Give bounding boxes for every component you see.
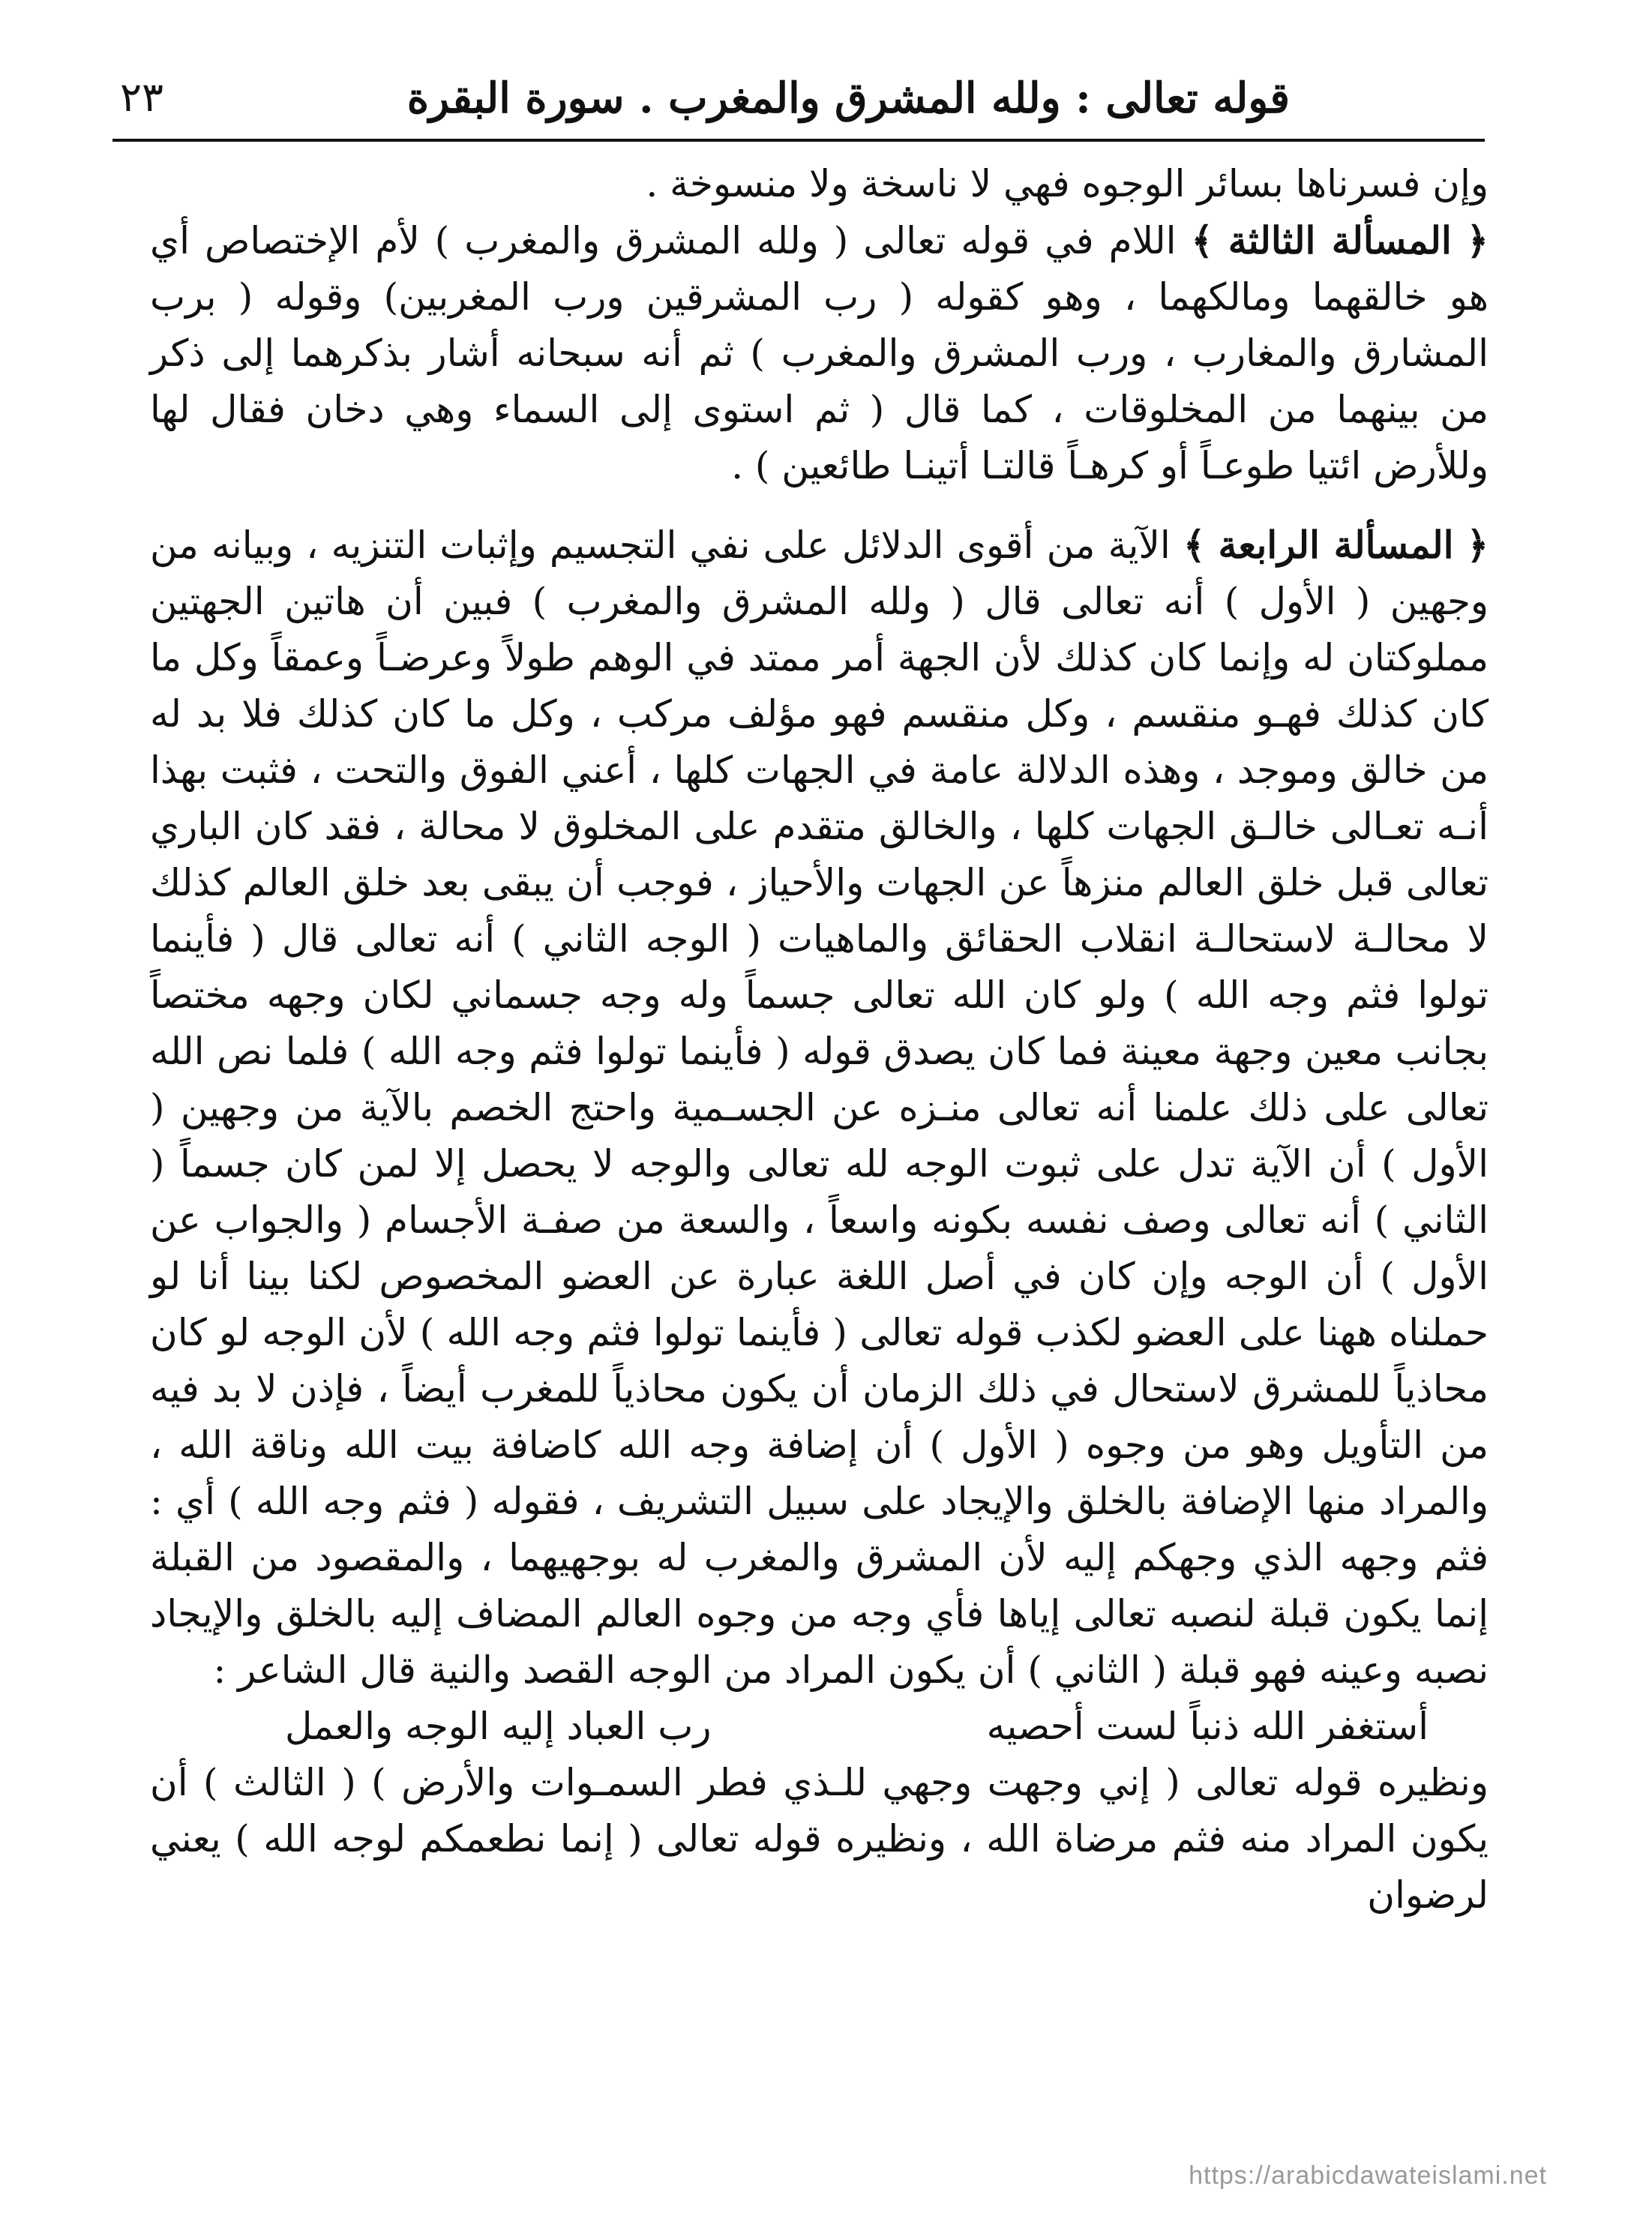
paragraph-1: وإن فسرناها بسائر الوجوه فهي لا ناسخة ولا منسوخة .: [646, 162, 1489, 205]
header-rule: [112, 139, 1485, 142]
running-head: قوله تعالى : ولله المشرق والمغرب . سورة البقرة: [406, 73, 1290, 123]
section-heading-third: المسألة الثالثة: [1228, 218, 1452, 262]
paragraph-2-text: اللام في قوله تعالى ( ولله المشرق والمغرب ) لأم الإختصاص أي هو خالقهما ومالكهما ، وهو كقوله ( رب المشرقين ورب المغربين) وقوله ( برب المشارق والمغارب ، ورب المشرق والمغرب ) ثم أنه سبحانه أشار بذكرهما إلى ذكر من بينهما من المخلوقات ، كما قال ( ثم استوى إلى السماء وهي دخان فقال لها وللأرض ائتيا طوعـاً أو كرهـاً قالتـا أتينـا طائعين ) .: [150, 219, 1489, 487]
ornate-bracket-open: ﴿: [1466, 523, 1489, 567]
page-number: ٢٣: [120, 73, 164, 121]
section-heading-fourth: المسألة الرابعة: [1218, 523, 1454, 567]
paragraph-2: [150, 212, 1489, 494]
poetry-verse: [150, 1699, 1489, 1755]
ornate-bracket-close: ﴾: [1191, 218, 1213, 262]
body-text: [150, 156, 1489, 1924]
source-url[interactable]: https://arabicdawateislami.net: [1189, 2161, 1547, 2190]
paragraph-3-text: الآية من أقوى الدلائل على نفي التجسيم وإثبات التنزيه ، وبيانه من وجهين ( الأول ) أنه تعالى قال ( ولله المشرق والمغرب ) فبين أن هاتين الجهتين مملوكتان له وإنما كان كذلك لأن الجهة أمر ممتد في الوهم طولاً وعرضـاً وعمقاً وكل ما كان كذلك فهـو منقسم ، وكل منقسم فهو مؤلف مركب ، وكل ما كان كذلك فلا بد له من خالق وموجد ، وهذه الدلالة عامة في الجهات كلها ، أعني الفوق والتحت ، فثبت بهذا أنـه تعـالى خالـق الجهات كلها ، والخالق متقدم على المخلوق لا محالة ، فقد كان الباري تعالى قبل خلق العالم منزهاً عن الجهات والأحياز ، فوجب أن يبقى بعد خلق العالم كذلك لا محالـة لاستحالـة انقلاب الحقائق والماهيات ( الوجه الثاني ) أنه تعالى قال ( فأينما تولوا فثم وجه الله ) ولو كان الله تعالى جسماً وله وجه جسماني لكان وجهه مختصاً بجانب معين وجهة معينة فما كان يصدق قوله ( فأينما تولوا فثم وجه الله ) فلما نص الله تعالى على ذلك علمنا أنه تعالى منـزه عن الجسـمية واحتج الخصم بالآية من وجهين ( الأول ) أن الآية تدل على ثبوت الوجه لله تعالى والوجه لا يحصل إلا لمن كان جسماً ( الثاني ) أنه تعالى وصف نفسه بكونه واسعاً ، والسعة من صفـة الأجسام ( والجواب عن الأول ) أن الوجه وإن كان في أصل اللغة عبارة عن العضو المخصوص لكنا بينا أنا لو حملناه ههنا على العضو لكذب قوله تعالى ( فأينما تولوا فثم وجه الله ) لأن الوجه لو كان محاذياً للمشرق لاستحال في ذلك الزمان أن يكون محاذياً للمغرب أيضاً ، فإذن لا بد فيه من التأويل وهو من وجوه ( الأول ) أن إضافة وجه الله كاضافة بيت الله وناقة الله ، والمراد منها الإضافة بالخلق والإيجاد على سبيل التشريف ، فقوله ( فثم وجه الله ) أي : فثم وجهه الذي وجهكم إليه لأن المشرق والمغرب له بوجهيهما ، والمقصود من القبلة إنما يكون قبلة لنصبه تعالى إياها فأي وجه من وجوه العالم المضاف إليه بالخلق والإيجاد نصبه وعينه فهو قبلة ( الثاني ) أن يكون المراد من الوجه القصد والنية قال الشاعر :: [150, 523, 1489, 1692]
verse-first-hemistich: أستغفر الله ذنباً لست أحصيه: [986, 1705, 1429, 1748]
ornate-bracket-close: ﴾: [1183, 523, 1206, 567]
page-header: [112, 64, 1485, 146]
verse-second-hemistich: رب العباد إليه الوجه والعمل: [285, 1705, 712, 1748]
paragraph-4: ونظيره قوله تعالى ( إني وجهت وجهي للـذي فطر السمـوات والأرض ) ( الثالث ) أن يكون المراد منه فثم مرضاة الله ، ونظيره قوله تعالى ( إنما نطعمكم لوجه الله ) يعني لرضوان: [150, 1761, 1489, 1917]
paragraph-3: [150, 517, 1489, 1699]
ornate-bracket-open: ﴿: [1466, 218, 1489, 262]
